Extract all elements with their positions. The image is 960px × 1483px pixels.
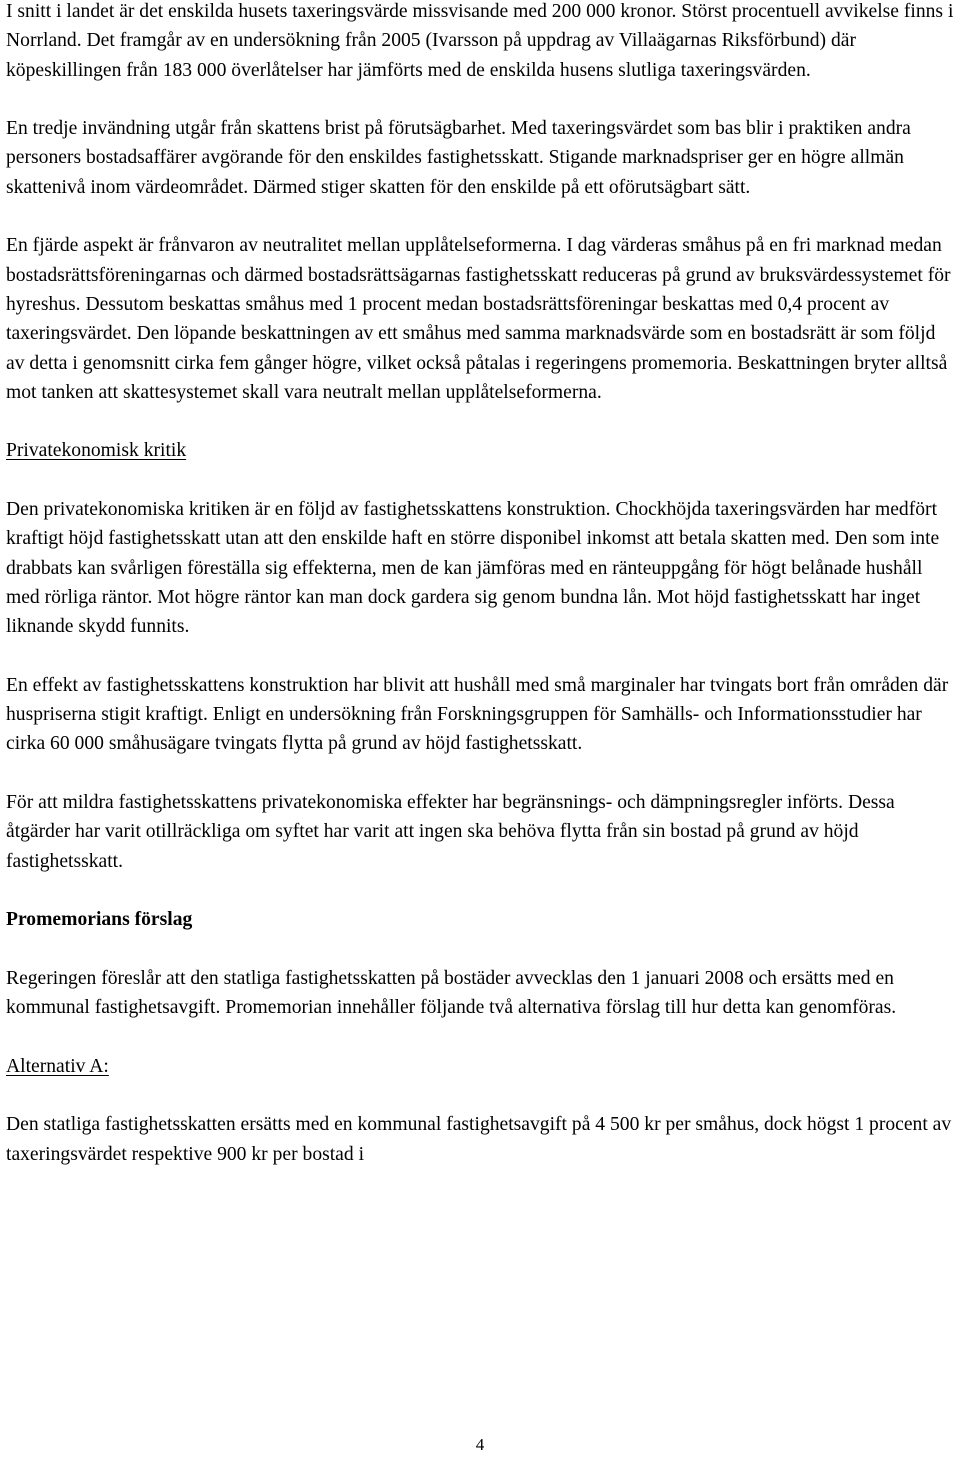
paragraph-mildra-effekter: För att mildra fastighetsskattens privatekonomiska effekter har begränsnings- och dämpningsregler införts. Dessa åtgärder har varit otillräckliga om syftet har varit att ingen ska behöva flytta från sin bostad på grund av höjd fastighetsskatt. (6, 792, 895, 872)
page-number: 4 (475, 1435, 485, 1454)
heading-privatekonomisk-kritik: Privatekonomisk kritik (6, 440, 187, 462)
document-page (6, 0, 956, 1169)
heading-promemorians-forslag: Promemorians förslag (6, 909, 193, 931)
paragraph-alternativ-a-text: Den statliga fastighetsskatten ersätts med en kommunal fastighetsavgift på 4 500 kr per småhus, dock högst 1 procent av taxeringsvärdet respektive 900 kr per bostad i (6, 1114, 952, 1165)
paragraph-fjarde-aspekt: En fjärde aspekt är frånvaron av neutralitet mellan upplåtelseformerna. I dag värderas småhus på en fri marknad medan bostadsrättsföreningarnas och därmed bostadsrättsägarnas fastighetsskatt reduceras på grund av bruksvärdessystemet för hyreshus. Dessutom beskattas småhus med 1 procent medan bostadsrättsföreningar beskattas med 0,4 procent av taxeringsvärdet. Den löpande beskattningen av ett småhus med samma marknadsvärde som en bostadsrätt är som följd av detta i genomsnitt cirka fem gånger högre, vilket också påtalas i regeringens promemoria. Beskattningen bryter alltså mot tanken att skattesystemet skall vara neutralt mellan upplåtelseformerna. (6, 235, 951, 403)
paragraph-taxeringsvarde-missvisande: I snitt i landet är det enskilda husets taxeringsvärde missvisande med 200 000 kronor. Störst procentuell avvikelse finns i Norrland. Det framgår av en undersökning från 2005 (Ivarsson på uppdrag av Villaägarnas Riksförbund) där köpeskillingen från 183 000 överlåtelser har jämförts med de enskilda husens slutliga taxeringsvärden. (6, 1, 954, 81)
paragraph-tredje-invandning: En tredje invändning utgår från skattens brist på förutsägbarhet. Med taxeringsvärdet som bas blir i praktiken andra personers bostadsaffärer avgörande för den enskildes fastighetsskatt. Stigande marknadspriser ger en högre allmän skattenivå inom värdeområdet. Därmed stiger skatten för den enskilde på ett oförutsägbart sätt. (6, 118, 911, 198)
paragraph-regeringen-foreslar: Regeringen föreslår att den statliga fastighetsskatten på bostäder avvecklas den 1 januari 2008 och ersätts med en kommunal fastighetsavgift. Promemorian innehåller följande två alternativa förslag till hur detta kan genomföras. (6, 967, 897, 1019)
paragraph-effekt-konstruktion: En effekt av fastighetsskattens konstruktion har blivit att hushåll med små marginaler har tvingats bort från områden där huspriserna stigit kraftigt. Enligt en undersökning från Forskningsgruppen för Samhälls- och Informationsstudier har cirka 60 000 småhusägare tvingats flytta på grund av höjd fastighetsskatt. (6, 674, 949, 755)
heading-alternativ-a: Alternativ A: (6, 1055, 109, 1077)
paragraph-privatekonomiska-kritiken: Den privatekonomiska kritiken är en följd av fastighetsskattens konstruktion. Chockhöjda taxeringsvärden har medfört kraftigt höjd fastighetsskatt utan att den enskilde haft en större disponibel inkomst att betala skatten med. Den som inte drabbats kan svårligen föreställa sig effekterna, men de kan jämföras med en ränteuppgång för högt belånade hushåll med rörliga räntor. Mot högre räntor kan man dock gardera sig genom bundna lån. Mot höjd fastighetsskatt har inget liknande skydd funnits. (6, 499, 940, 638)
